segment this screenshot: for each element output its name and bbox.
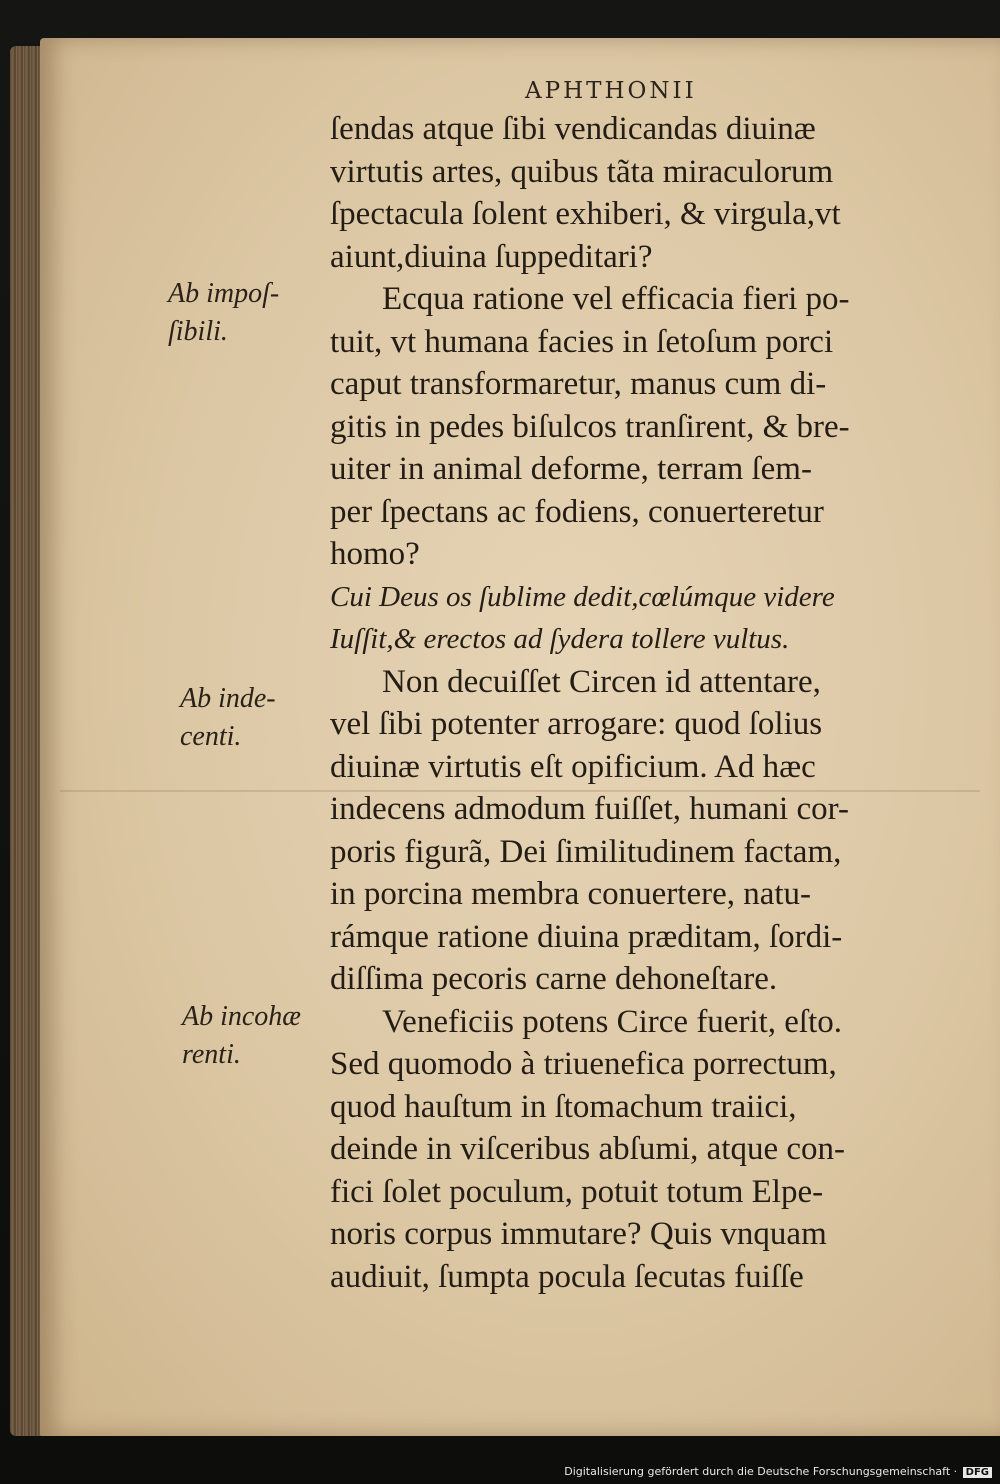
text-line: diſſima pecoris carne dehoneſtare.	[330, 961, 778, 997]
margin-note-line: centi.	[180, 721, 242, 752]
text-line: deinde in viſceribus abſumi, atque con-	[330, 1131, 846, 1167]
margin-note-indecenti	[180, 680, 276, 756]
margin-note-line: Ab inde-	[180, 683, 276, 714]
text-line: caput transformaretur, manus cum di-	[330, 366, 827, 402]
margin-note-line: ſibili.	[168, 316, 228, 347]
text-line: homo?	[330, 536, 420, 572]
text-line: quod hauſtum in ſtomachum traiici,	[330, 1088, 797, 1125]
margin-note-incohaerenti	[182, 998, 301, 1074]
running-title: APHTHONII	[525, 78, 697, 104]
text-line: audiuit, ſumpta pocula ſecutas fuiſſe	[330, 1258, 804, 1295]
text-line: Veneficiis potens Circe fuerit, eſto.	[382, 1003, 843, 1040]
margin-note-line: renti.	[182, 1039, 241, 1070]
text-line: vel ſibi potenter arrogare: quod ſolius	[330, 706, 823, 742]
text-line: gitis in pedes biſulcos tranſirent, & bre-	[330, 408, 850, 445]
text-line: poris figurã, Dei ſimilitudinem factam,	[330, 833, 842, 870]
text-line: Sed quomodo à triuenefica porrectum,	[330, 1046, 837, 1082]
text-line: virtutis artes, quibus tãta miraculorum	[330, 153, 834, 190]
margin-note-line: Ab incohæ	[182, 1001, 301, 1032]
text-line: per ſpectans ac fodiens, conuerteretur	[330, 493, 824, 530]
text-line: Non decuiſſet Circen id attentare,	[382, 663, 821, 700]
text-line: fici ſolet poculum, potuit totum Elpe-	[330, 1173, 824, 1210]
dfg-logo: DFG	[963, 1467, 992, 1478]
margin-note-impossibili	[168, 275, 279, 351]
text-line: uiter in animal deforme, terram ſem-	[330, 451, 812, 487]
text-line: diuinæ virtutis eſt opificium. Ad hæc	[330, 748, 816, 785]
verse-line: Cui Deus os ſublime dedit,cœlúmque videre	[330, 580, 835, 613]
verse-line: Iuſſit,& erectos ad ſydera tollere vultus.	[330, 623, 790, 655]
text-line: indecens admodum fuiſſet, humani cor-	[330, 791, 849, 827]
text-line: tuit, vt humana facies in ſetoſum porci	[330, 323, 834, 360]
text-line: ſendas atque ſibi vendicandas diuinæ	[330, 111, 816, 147]
text-line: Ecqua ratione vel efficacia fieri po-	[382, 281, 850, 317]
funding-footer	[564, 1465, 992, 1478]
text-line: noris corpus immutare? Quis vnquam	[330, 1216, 827, 1252]
text-line: in porcina membra conuertere, natu-	[330, 876, 812, 912]
footer-text: Digitalisierung gefördert durch die Deutsche Forschungsgemeinschaft ·	[564, 1465, 958, 1478]
text-line: rámque ratione diuina præditam, ſordi-	[330, 918, 843, 955]
text-line: aiunt,diuina ſuppeditari?	[330, 238, 653, 275]
margin-note-line: Ab impoſ-	[168, 278, 280, 309]
body-text	[330, 108, 970, 1298]
text-line: ſpectacula ſolent exhiberi, & virgula,vt	[330, 196, 841, 232]
